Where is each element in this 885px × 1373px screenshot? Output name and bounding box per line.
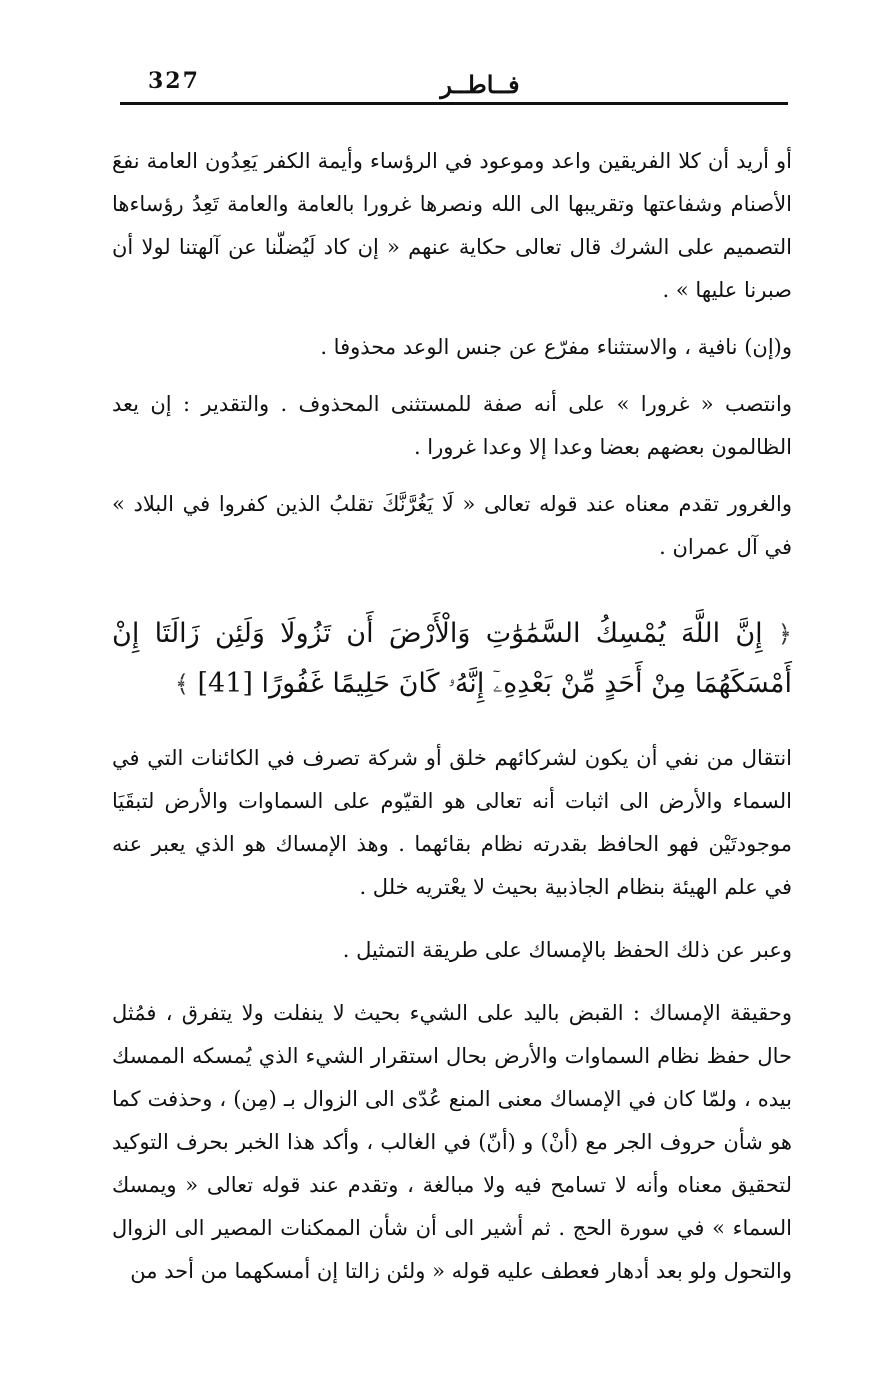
page-body — [112, 140, 792, 1293]
quran-verse — [112, 609, 792, 709]
paragraph: والغرور تقدم معناه عند قوله تعالى « لَا يَغُرَّنَّكَ تقلبُ الذين كفروا في البلاد » في آل عمران . — [112, 492, 792, 559]
paragraph: انتقال من نفي أن يكون لشركائهم خلق أو شركة تصرف في الكائنات التي في السماء والأرض الى اثبات أنه تعالى هو القيّوم على السماوات والأرض لتبقَيَا موجودتَيْن فهو الحافظ بقدرته نظام بقائهما . وهذ الإمساك هو الذي يعبر عنه في علم الهيئة بنظام الجاذبية بحيث لا يعْتريه خلل . — [112, 746, 792, 899]
verse-number: [41] — [197, 668, 253, 699]
header-divider — [120, 102, 788, 105]
verse-open-bracket: ﴿ — [777, 620, 792, 648]
verse-close-bracket: ﴾ — [174, 670, 189, 698]
paragraph: أو أريد أن كلا الفريقين واعد وموعود في الرؤساء وأيمة الكفر يَعِدُون العامة نفعَ الأصنام وشفاعتها وتقريبها الى الله ونصرها غرورا بالعامة والعامة تَعِدُ رؤساءها التصميم على الشرك قال تعالى حكاية عنهم « إن كاد لَيُضلّنا عن آلهتنا لولا أن صبرنا عليها » . — [112, 149, 792, 302]
paragraph: و(إن) نافية ، والاستثناء مفرّع عن جنس الوعد محذوفا . — [320, 335, 792, 359]
page-header — [120, 60, 788, 104]
surah-title: فــاطــر — [440, 70, 520, 99]
page-number: 327 — [148, 68, 200, 94]
paragraph: وعبر عن ذلك الحفظ بالإمساك على طريقة التمثيل . — [342, 938, 792, 962]
paragraph: وانتصب « غرورا » على أنه صفة للمستثنى المحذوف . والتقدير : إن يعد الظالمون بعضهم بعضا وعدا إلا وعدا غرورا . — [112, 392, 792, 459]
paragraph: وحقيقة الإمساك : القبض باليد على الشيء بحيث لا ينفلت ولا يتفرق ، فمُثل حال حفظ نظام السماوات والأرض بحال استقرار الشيء الذي يُمسكه الممسك بيده ، ولمّا كان في الإمساك معنى المنع عُدّى الى الزوال بـ (مِن) ، وحذفت كما هو شأن حروف الجر مع (أنْ) و (أنّ) في الغالب ، وأكد هذا الخبر بحرف التوكيد لتحقيق معناه وأنه لا تسامح فيه ولا مبالغة ، وتقدم عند قوله تعالى « ويمسك السماء » في سورة الحج . ثم أشير الى أن شأن الممكنات المصير الى الزوال والتحول ولو بعد أدهار فعطف عليه قوله « ولئن زالتا إن أمسكهما من أحد من — [112, 1001, 792, 1283]
verse-text: إِنَّ اللَّهَ يُمْسِكُ السَّمَٰوَٰتِ وَالْأَرْضَ أَن تَزُولَا وَلَئِن زَالَتَا إِنْ أَمْسَكَهُمَا مِنْ أَحَدٍ مِّنْ بَعْدِهِۦٓ إِنَّهُۥ كَانَ حَلِيمًا غَفُورًا — [112, 618, 792, 699]
